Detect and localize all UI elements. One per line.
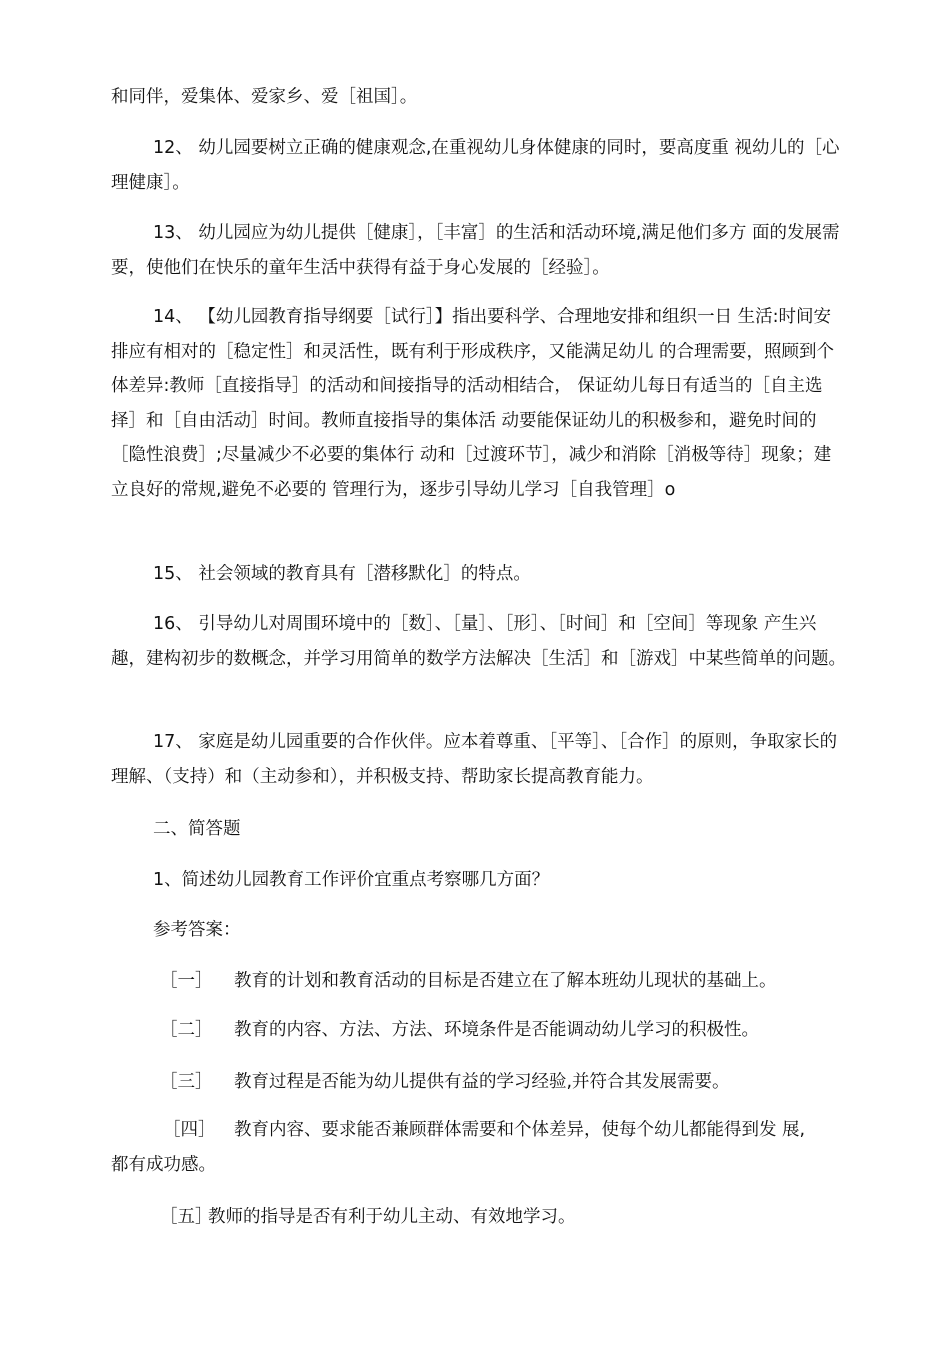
paragraph-14: 14、 【幼儿园教育指导纲要［试行］】指出要科学、合理地安排和组织一日 生活:时间安排应有相对的［稳定性］和灵活性，既有利于形成秩序，又能满足幼儿 的合理需要，照顾到个体差异:教师［直接指导］的活动和间接指导的活动相结合， 保证幼儿每日有适当的［自主选择］和［自由活动］时间。教师直接指导的集体活 动要能保证幼儿的积极参和，避免时间的［隐性浪费］;尽量减少不必要的集体行 动和［过渡环节］，减少和消除［消极等待］现象；建立良好的常规,避免不必要的 管理行为，逐步引导幼儿学习［自我管理］o: [111, 307, 835, 500]
answer-item-2: [160, 1013, 759, 1047]
answer-item-text: 教育内容、要求能否兼顾群体需要和个体差异，使每个幼儿都能得到发 展,: [234, 1120, 806, 1140]
answer-item-label: ［五］: [160, 1207, 213, 1227]
answer-item-3: [160, 1065, 730, 1099]
answer-item-label: ［三］: [160, 1072, 213, 1092]
answer-item-1: [160, 964, 777, 998]
answer-label: 参考答案：: [153, 920, 241, 940]
paragraph-15: 15、 社会领域的教育具有［潜移默化］的特点。: [153, 564, 531, 584]
paragraph-11-end: 和同伴，爱集体、爱家乡、爱［祖国］。: [111, 87, 418, 107]
answer-item-5: [160, 1200, 576, 1234]
answer-item-4: [163, 1113, 805, 1147]
section-heading: 二、简答题: [153, 819, 241, 839]
answer-item-text: 教育的计划和教育活动的目标是否建立在了解本班幼儿现状的基础上。: [234, 971, 777, 991]
paragraph-12: 12、 幼儿园要树立正确的健康观念,在重视幼儿身体健康的同时，要高度重 视幼儿的［心理健康］。: [111, 138, 840, 193]
answer-item-4-continuation: 都有成功感。: [111, 1155, 216, 1175]
paragraph-13: 13、 幼儿园应为幼儿提供［健康］，［丰富］的生活和活动环境,满足他们多方 面的发展需要，使他们在快乐的童年生活中获得有益于身心发展的［经验］。: [111, 223, 840, 278]
answer-item-label: ［四］: [163, 1120, 216, 1140]
answer-item-text: 教育的内容、方法、方法、环境条件是否能调动幼儿学习的积极性。: [234, 1020, 759, 1040]
paragraph-16: 16、 引导幼儿对周围环境中的［数］、［量］、［形］、［时间］和［空间］等现象 产生兴趣，建构初步的数概念，并学习用简单的数学方法解决［生活］和［游戏］中某些简单的问题。: [111, 614, 846, 669]
paragraph-17: 17、 家庭是幼儿园重要的合作伙伴。应本着尊重、［平等］、［合作］的原则，争取家长的理解、（支持）和（主动参和），并积极支持、帮助家长提高教育能力。: [111, 732, 838, 787]
question-1: 1、简述幼儿园教育工作评价宜重点考察哪几方面？: [153, 870, 550, 890]
answer-item-label: ［一］: [160, 971, 213, 991]
answer-item-text: 教育过程是否能为幼儿提供有益的学习经验,并符合其发展需要。: [234, 1072, 730, 1092]
answer-item-label: ［二］: [160, 1020, 213, 1040]
answer-item-text: 教师的指导是否有利于幼儿主动、有效地学习。: [208, 1207, 576, 1227]
